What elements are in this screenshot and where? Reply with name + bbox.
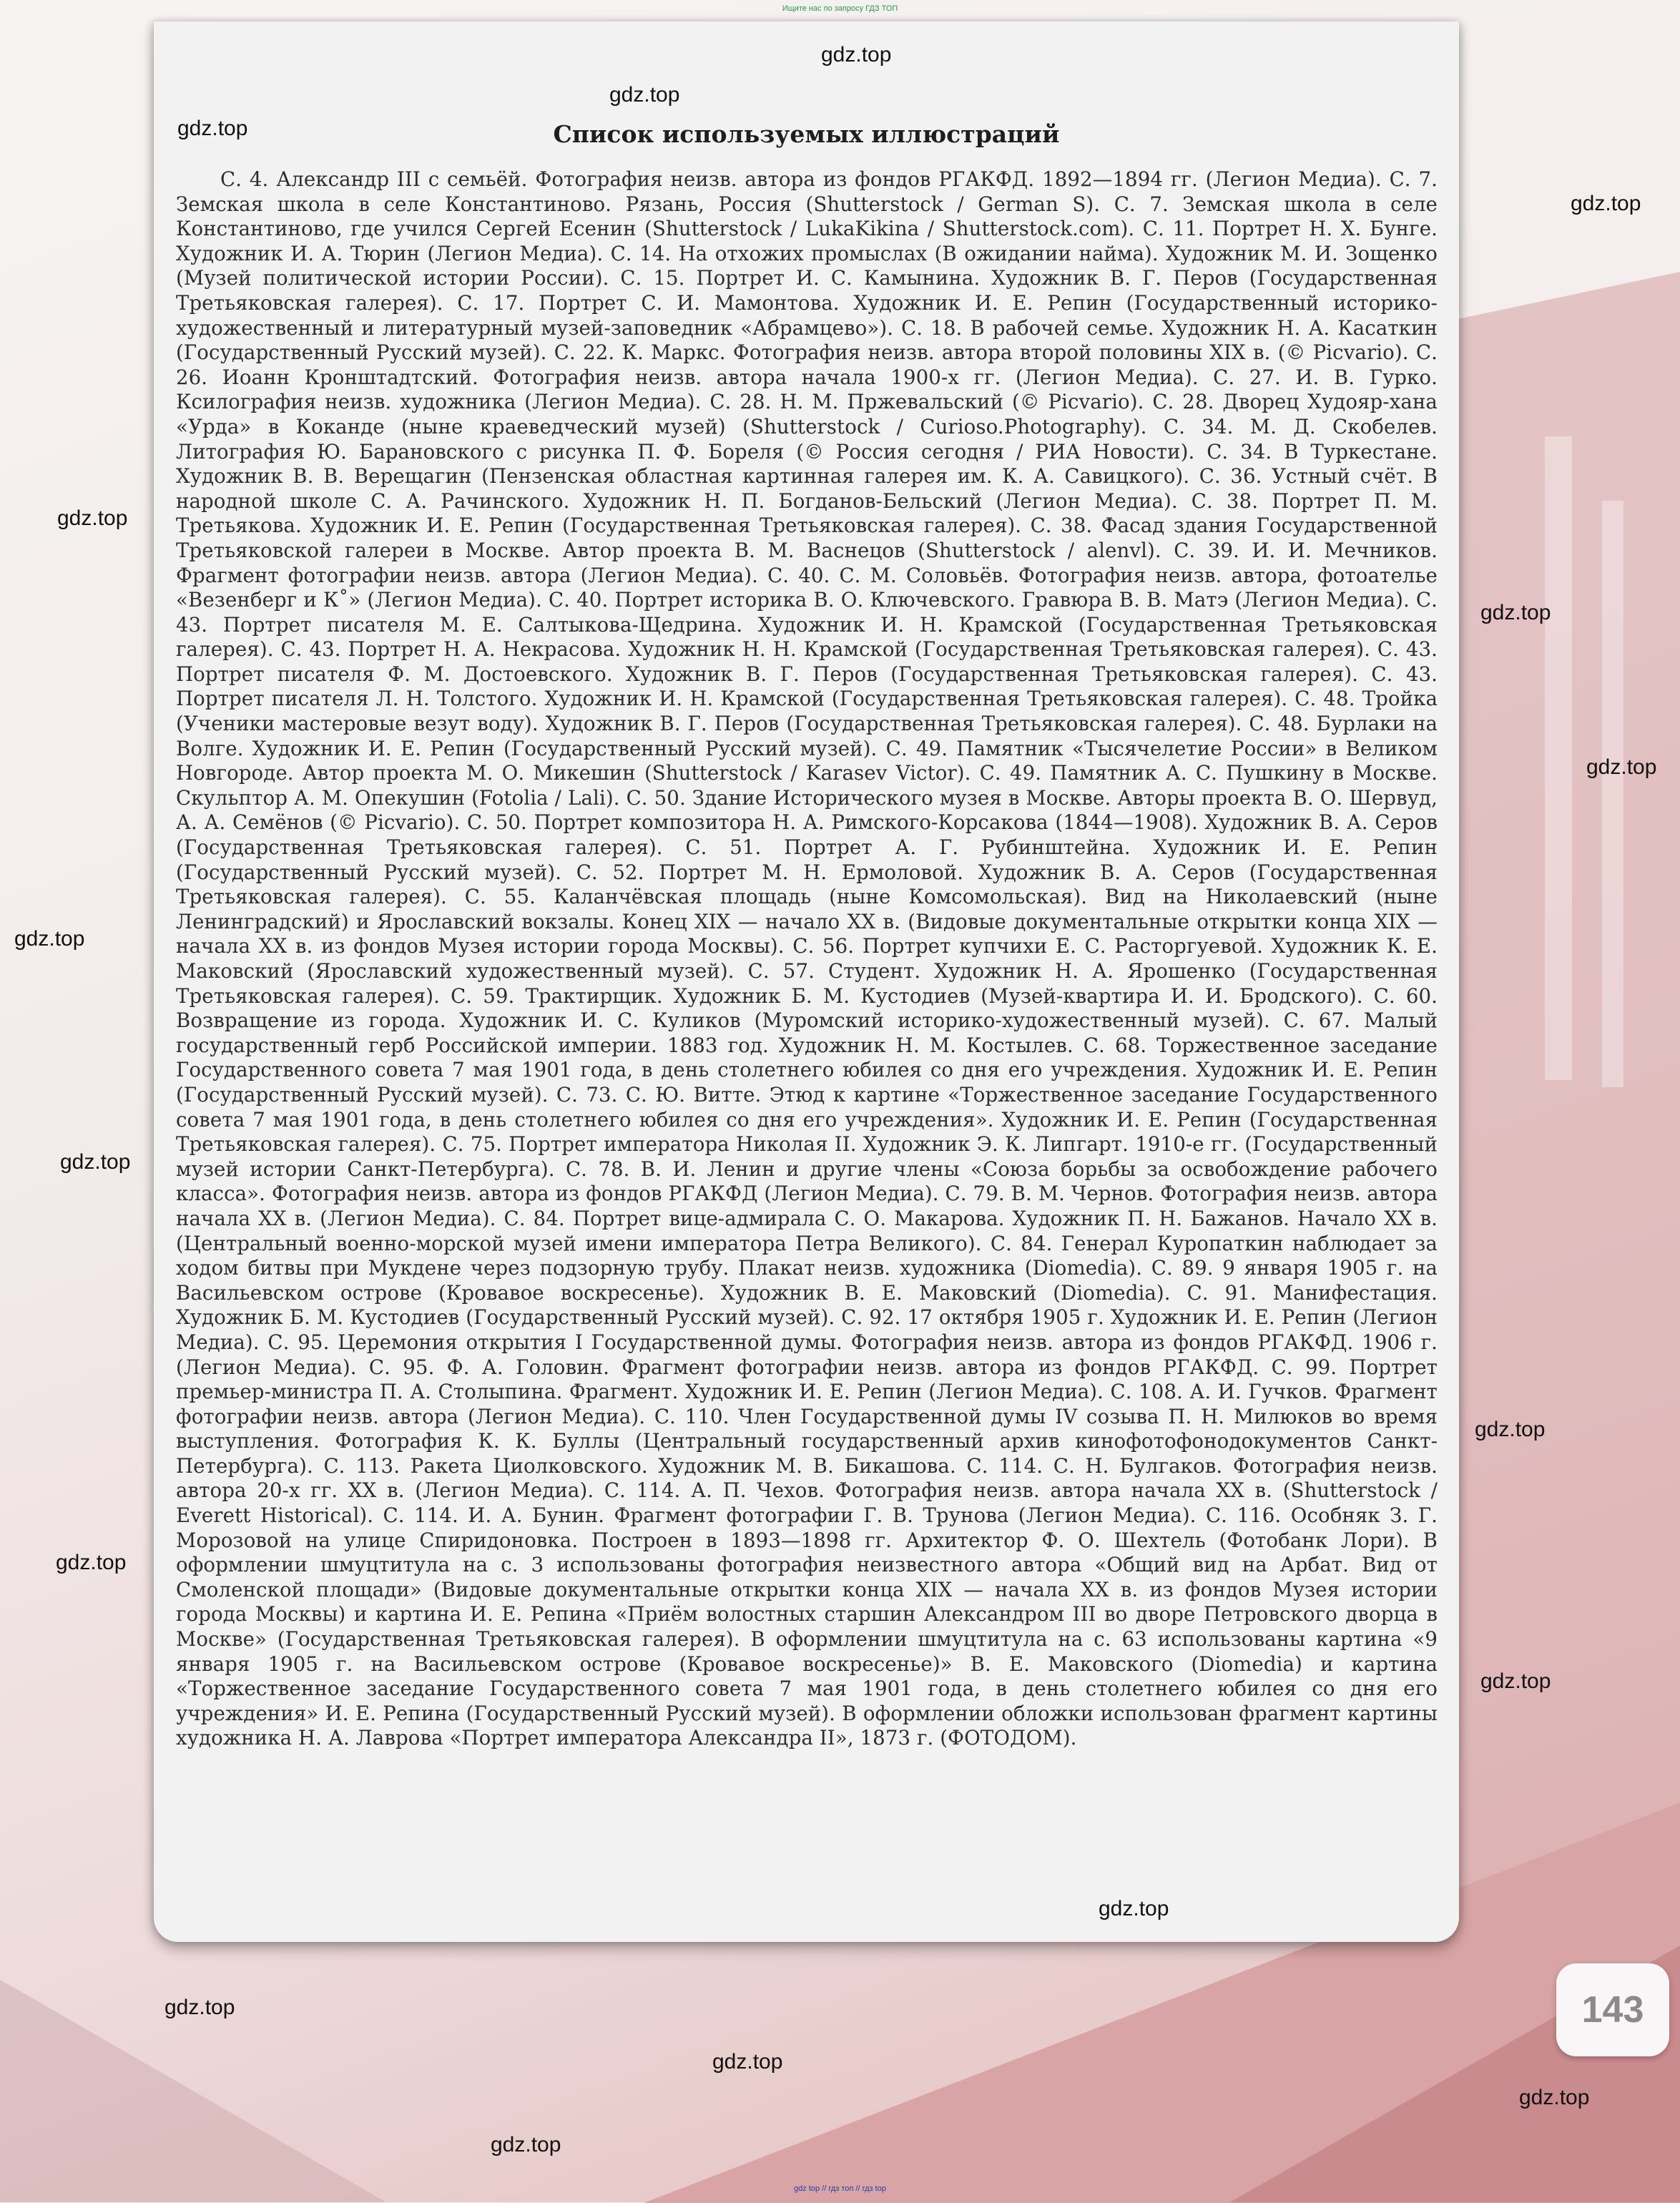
watermark: gdz.top <box>1475 1418 1546 1441</box>
watermark: gdz.top <box>14 927 85 951</box>
illustrations-list: С. 4. Александр III с семьёй. Фотография неизв. автора из фондов РГАКФД. 1892—1894 гг. (Легион Медиа). С. 7. Земская школа в селе Константиново. Рязань, Россия (Shutterstock / German S). С. 7. Земская школа в селе Константиново, где учился Сергей Есенин (Shutterstock / LukaKikina / Shutterstock.com). С. 11. Портрет Н. Х. Бунге. Художник И. А. Тюрин (Легион Медиа). С. 14. На отхожих промыслах (В ожидании найма). Художник М. И. Зощенко (Музей политической истории России). С. 15. Портрет И. С. Камынина. Художник В. Г. Перов (Государственная Третьяковская галерея). С. 17. Портрет С. И. Мамонтова. Художник И. Е. Репин (Государственный историко-художественный и литературный музей-заповедник «Абрамцево»). С. 18. В рабочей семье. Художник Н. А. Касаткин (Государственный Русский музей). С. 22. К. Маркс. Фотография неизв. автора второй половины XIX в. (© Picvario). С. 26. Иоанн Кронштадтский. Фотография неизв. автора начала 1900-х гг. (Легион Медиа). С. 27. И. В. Гурко. Ксилография неизв. художника (Легион Медиа). С. 28. Н. М. Пржевальский (© Picvario). С. 28. Дворец Худояр-хана «Урда» в Коканде (ныне краеведческий музей) (Shutterstock / Curioso.Photography). С. 34. М. Д. Скобелев. Литография Ю. Барановского с рисунка П. Ф. Бореля (© Россия сегодня / РИА Новости). С. 34. В Туркестане. Художник В. В. Верещагин (Пензенская областная картинная галерея им. К. А. Савицкого). С. 36. Устный счёт. В народной школе С. А. Рачинского. Художник Н. П. Богданов-Бельский (Легион Медиа). С. 38. Портрет П. М. Третьякова. Художник И. Е. Репин (Государственная Третьяковская галерея). С. 38. Фасад здания Государственной Третьяковской галереи в Москве. Автор проекта В. М. Васнецов (Shutterstock / alenvl). С. 39. И. И. Мечников. Фрагмент фотографии неизв. автора (Легион Медиа). С. 40. С. М. Соловьёв. Фотография неизв. автора, фотоателье «Везенберг и К˚» (Легион Медиа). С. 40. Портрет историка В. О. Ключевского. Гравюра В. В. Матэ (Легион Медиа). С. 43. Портрет писателя М. Е. Салтыкова-Щедрина. Художник И. Н. Крамской (Государственная Третьяковская галерея). С. 43. Портрет Н. А. Некрасова. Художник Н. Н. Крамской (Государственная Третьяковская галерея). С. 43. Портрет писателя Ф. М. Достоевского. Художник В. Г. Перов (Государственная Третьяковская галерея). С. 43. Портрет писателя Л. Н. Толстого. Художник И. Н. Крамской (Государственная Третьяковская галерея). С. 48. Тройка (Ученики мастеровые везут воду). Художник В. Г. Перов (Государственная Третьяковская галерея). С. 48. Бурлаки на Волге. Художник И. Е. Репин (Государственный Русский музей). С. 49. Памятник «Тысячелетие России» в Великом Новгороде. Автор проекта М. О. Микешин (Shutterstock / Karasev Victor). С. 49. Памятник А. С. Пушкину в Москве. Скульптор А. М. Опекушин (Fotolia / Lali). С. 50. Здание Исторического музея в Москве. Авторы проекта В. О. Шервуд, А. А. Семёнов (© Picvario). С. 50. Портрет композитора Н. А. Римского-Корсакова (1844—1908). Художник В. А. Серов (Государственная Третьяковская галерея). С. 51. Портрет А. Г. Рубинштейна. Художник И. Е. Репин (Государственный Русский музей). С. 52. Портрет М. Н. Ермоловой. Художник В. А. Серов (Государственная Третьяковская галерея). С. 55. Каланчёвская площадь (ныне Комсомольская). Вид на Николаевский (ныне Ленинградский) и Ярославский вокзалы. Конец XIX — начало XX в. (Видовые документальные открытки конца XIX — начала XX в. из фондов Музея истории города Москвы). С. 56. Портрет купчихи Е. С. Расторгуевой. Художник К. Е. Маковский (Ярославский художественный музей). С. 57. Студент. Художник Н. А. Ярошенко (Государственная Третьяковская галерея). С. 59. Трактирщик. Художник Б. М. Кустодиев (Музей-квартира И. И. Бродского). С. 60. Возвращение из города. Художник И. С. Куликов (Муромский историко-художественный музей). С. 67. Малый государственный герб Российской империи. 1883 год. Художник Н. М. Костылев. С. 68. Торжественное заседание Государственного совета 7 мая 1901 года, в день столетнего юбилея со дня его учреждения. Художник И. Е. Репин (Государственный Русский музей). С. 73. С. Ю. Витте. Этюд к картине «Торжественное заседание Государственного совета 7 мая 1901 года, в день столетнего юбилея со дня его учреждения». Художник И. Е. Репин (Государственная Третьяковская галерея). С. 75. Портрет императора Николая II. Художник Э. К. Липгарт. 1910-е гг. (Государственный музей истории Санкт-Петербурга). С. 78. В. И. Ленин и другие члены «Союза борьбы за освобождение рабочего класса». Фотография неизв. автора из фондов РГАКФД (Легион Медиа). С. 79. В. М. Чернов. Фотография неизв. автора начала XX в. (Легион Медиа). С. 84. Портрет вице-адмирала С. О. Макарова. Художник П. Н. Бажанов. Начало XX в. (Центральный военно-морской музей имени императора Петра Великого). С. 84. Генерал Куропаткин наблюдает за ходом битвы при Мукдене через подзорную трубу. Плакат неизв. художника (Diomedia). С. 89. 9 января 1905 г. на Васильевском острове (Кровавое воскресенье). Художник В. Е. Маковский (Diomedia). С. 91. Манифестация. Художник Б. М. Кустодиев (Государственный Русский музей). С. 92. 17 октября 1905 г. Художник И. Е. Репин (Легион Медиа). С. 95. Церемония открытия I Государственной думы. Фотография неизв. автора из фондов РГАКФД. 1906 г. (Легион Медиа). С. 95. Ф. А. Головин. Фрагмент фотографии неизв. автора из фондов РГАКФД. С. 99. Портрет премьер-министра П. А. Столыпина. Фрагмент. Художник И. Е. Репин (Легион Медиа). С. 108. А. И. Гучков. Фрагмент фотографии неизв. автора (Легион Медиа). С. 110. Член Государственной думы IV созыва П. Н. Милюков во время выступления. Фотография К. К. Буллы (Центральный государственный архив кинофотофонодокументов Санкт-Петербурга). С. 113. Ракета Циолковского. Художник М. В. Бикашова. С. 114. С. Н. Булгаков. Фотография неизв. автора 20-х гг. XX в. (Легион Медиа). С. 114. А. П. Чехов. Фотография неизв. автора начала XX в. (Shutterstock / Everett Historical). С. 114. И. А. Бунин. Фрагмент фотографии Г. В. Трунова (Легион Медиа). С. 116. Особняк З. Г. Морозовой на улице Спиридоновка. Построен в 1893—1898 гг. Архитектор Ф. О. Шехтель (Фотобанк Лори). В оформлении шмуцтитула на с. 3 использованы фотография неизвестного автора «Общий вид на Арбат. Вид от Смоленской площади» (Видовые документальные открытки конца XIX — начала XX в. из фондов Музея истории города Москвы) и картина И. Е. Репина «Приём волостных старшин Александром III во дворе Петровского дворца в Москве» (Государственная Третьяковская галерея). В оформлении шмуцтитула на с. 63 использованы картина «9 января 1905 г. на Васильевском острове (Кровавое воскресенье)» В. Е. Маковского (Diomedia) и картина «Торжественное заседание Государственного совета 7 мая 1901 года, в день столетнего юбилея со дня его учреждения» И. Е. Репина (Государственный Русский музей). В оформлении обложки использован фрагмент картины художника Н. А. Лаврова «Портрет императора Александра II», 1873 г. (ФОТОДОМ). <box>176 167 1438 1750</box>
watermark: gdz.top <box>712 2050 783 2074</box>
watermark: gdz.top <box>57 506 128 530</box>
watermark: gdz.top <box>1480 1669 1551 1693</box>
page-number-badge <box>1556 1963 1669 2056</box>
watermark: gdz.top <box>56 1551 127 1574</box>
watermark: gdz.top <box>1480 601 1551 624</box>
watermark: gdz.top <box>1586 755 1657 779</box>
decor-tower <box>1545 436 1572 1080</box>
watermark: gdz.top <box>60 1150 131 1174</box>
watermark: gdz.top <box>491 2133 561 2157</box>
watermark: gdz.top <box>1099 1897 1169 1920</box>
header-note: Ищите нас по запросу ГДЗ ТОП <box>782 4 898 13</box>
page-number: 143 <box>1581 1989 1644 2031</box>
watermark: gdz.top <box>821 43 892 67</box>
watermark: gdz.top <box>177 117 248 140</box>
footer-note: gdz top // гдз топ // гдз top <box>794 2184 886 2193</box>
page-title: Список используемых иллюстраций <box>553 120 1060 148</box>
watermark: gdz.top <box>1519 2086 1590 2109</box>
watermark: gdz.top <box>1571 192 1641 215</box>
decor-tower <box>1602 501 1623 1087</box>
watermark: gdz.top <box>164 1996 235 2019</box>
watermark: gdz.top <box>609 83 680 107</box>
